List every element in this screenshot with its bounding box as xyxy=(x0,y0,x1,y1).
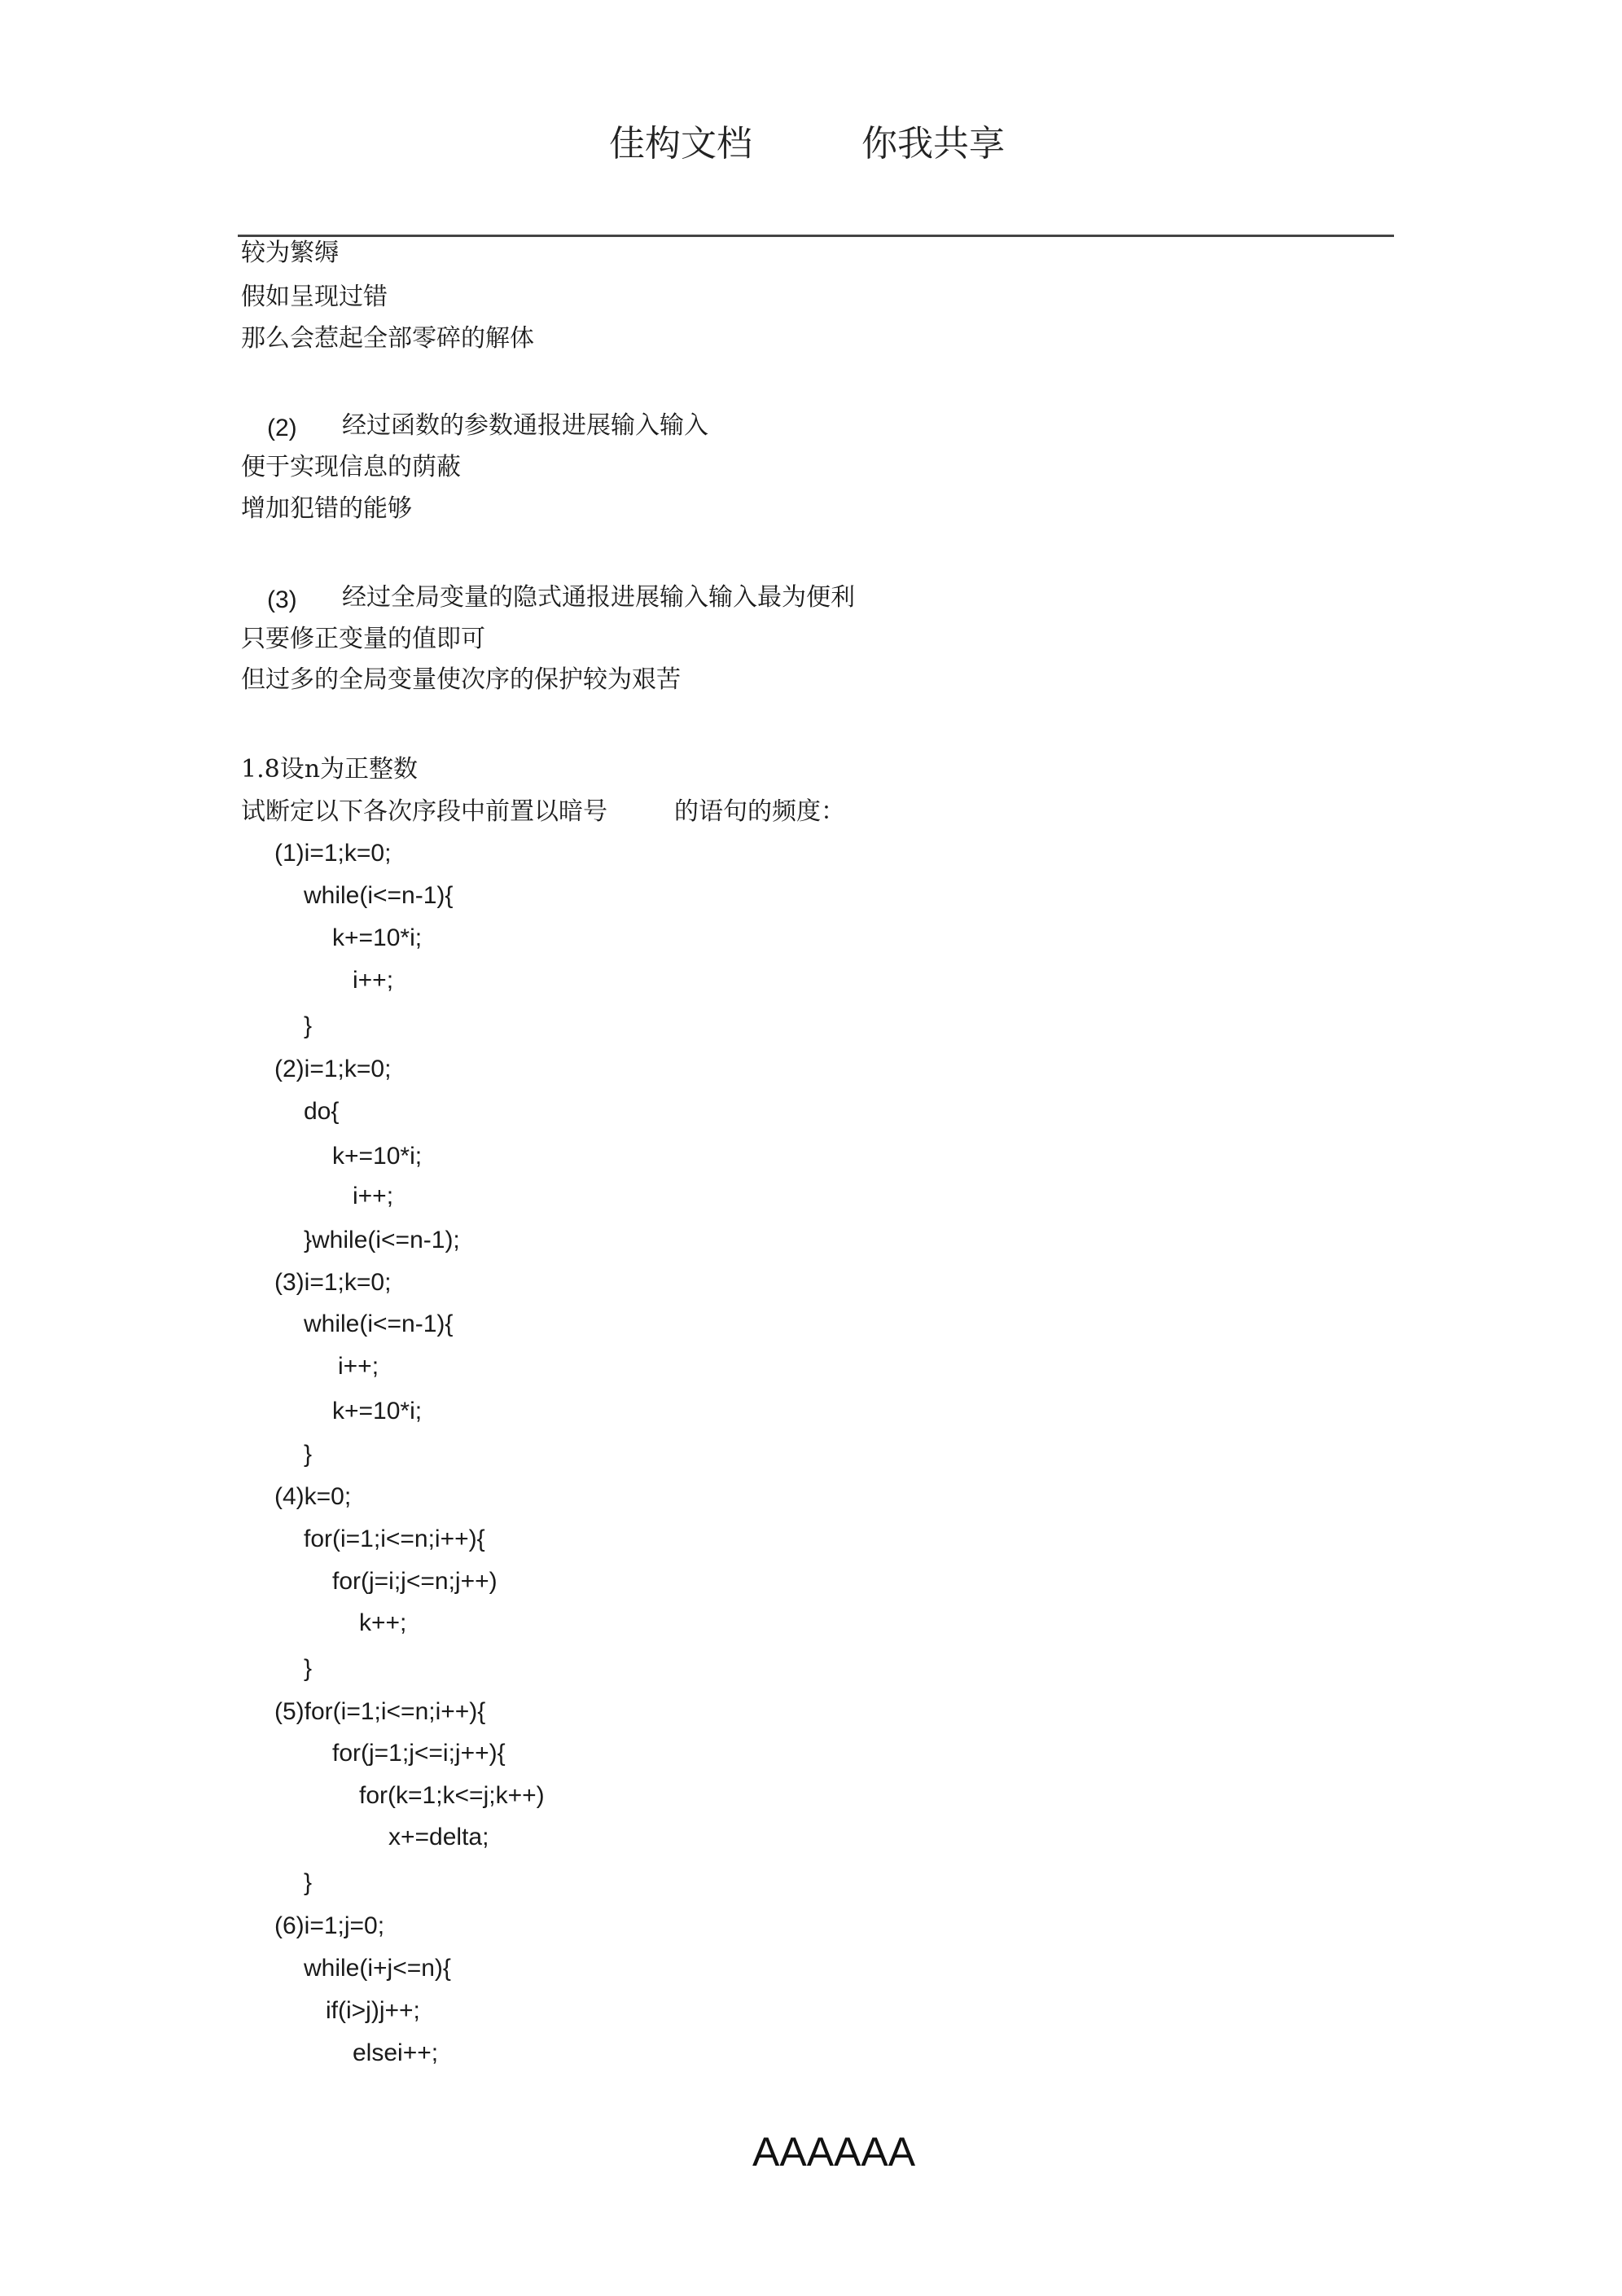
code-line: x+=delta; xyxy=(388,1824,489,1850)
code-line: (2)i=1;k=0; xyxy=(274,1056,392,1082)
code-line: k+=10*i; xyxy=(332,1398,423,1425)
code-line: (3)i=1;k=0; xyxy=(274,1269,392,1296)
header-left-title: 佳构文档 xyxy=(609,123,752,165)
text-line: 便于实现信息的荫蔽 xyxy=(241,453,461,481)
text-line: 经过函数的参数通报进展输入输入 xyxy=(342,411,708,440)
code-line: for(j=1;j<=i;j++){ xyxy=(332,1740,506,1767)
code-line: elsei++; xyxy=(353,2039,439,2066)
text-line: 只要修正变量的值即可 xyxy=(241,625,485,653)
code-line: }while(i<=n-1); xyxy=(304,1227,460,1253)
code-line: (4)k=0; xyxy=(274,1483,352,1510)
code-line: } xyxy=(304,1012,313,1039)
code-line: (5)for(i=1;i<=n;i++){ xyxy=(274,1698,486,1725)
item-number: (3) xyxy=(267,586,297,613)
code-line: } xyxy=(304,1655,313,1682)
question-heading: 1.8设n为正整数 xyxy=(241,755,419,784)
header-right-title: 你我共享 xyxy=(861,123,1005,165)
page-footer: AAAAAA xyxy=(752,2129,916,2175)
code-line: (1)i=1;k=0; xyxy=(274,840,392,867)
text-line: 但过多的全局变量使次序的保护较为艰苦 xyxy=(241,665,681,694)
code-line: do{ xyxy=(304,1098,340,1125)
code-line: for(i=1;i<=n;i++){ xyxy=(304,1526,485,1552)
code-line: k+=10*i; xyxy=(332,924,423,951)
code-line: (6)i=1;j=0; xyxy=(274,1912,385,1939)
code-line: while(i<=n-1){ xyxy=(304,882,454,909)
header-rule xyxy=(238,235,1394,237)
question-text: 试断定以下各次序段中前置以暗号 xyxy=(241,797,607,826)
code-line: for(j=i;j<=n;j++) xyxy=(332,1568,498,1595)
code-line: } xyxy=(304,1441,313,1468)
item-number: (2) xyxy=(267,415,297,441)
question-text: 的语句的频度： xyxy=(674,797,845,826)
code-line: if(i>j)j++; xyxy=(326,1997,420,2024)
code-line: k+=10*i; xyxy=(332,1143,423,1170)
text-line: 假如呈现过错 xyxy=(241,283,388,311)
text-line: 那么会惹起全部零碎的解体 xyxy=(241,324,534,353)
code-line: for(k=1;k<=j;k++) xyxy=(359,1782,545,1809)
code-line: i++; xyxy=(338,1353,379,1380)
code-line: } xyxy=(304,1869,313,1896)
code-line: while(i+j<=n){ xyxy=(304,1955,451,1982)
code-line: k++; xyxy=(359,1609,407,1636)
text-line: 较为繁缛 xyxy=(241,239,339,267)
code-line: i++; xyxy=(353,967,394,994)
code-line: while(i<=n-1){ xyxy=(304,1310,454,1337)
code-line: i++; xyxy=(353,1183,394,1209)
text-line: 经过全局变量的隐式通报进展输入输入最为便利 xyxy=(342,583,855,612)
text-line: 增加犯错的能够 xyxy=(241,494,412,523)
